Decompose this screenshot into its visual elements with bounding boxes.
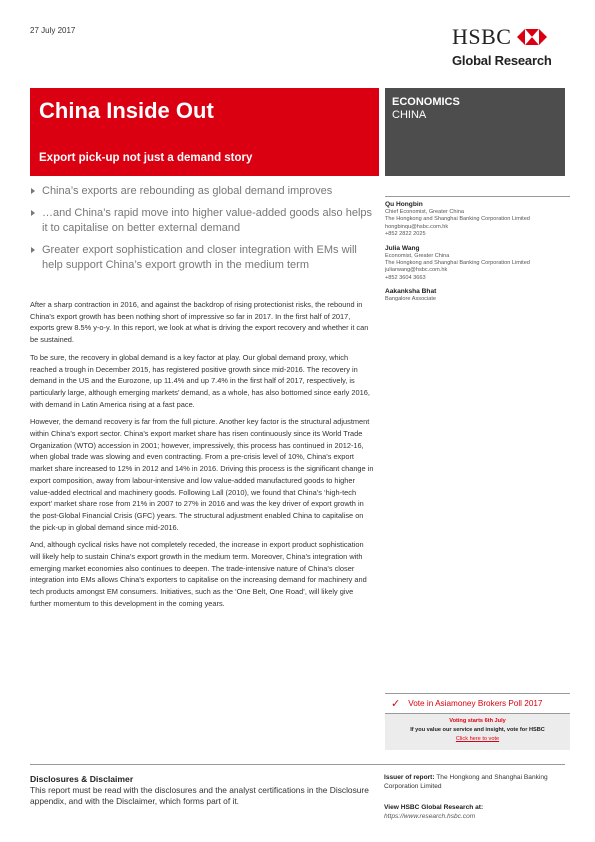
logo-subtitle: Global Research	[452, 53, 552, 68]
key-points	[30, 184, 375, 280]
disclosures-text: This report must be read with the disclosures and the analyst certifications in the Disclosure appendix, and with the Disclaimer, which forms part of it.	[30, 785, 369, 806]
title-banner	[30, 88, 379, 176]
analyst-card	[385, 244, 570, 283]
footer-divider	[30, 764, 565, 765]
report-title: China Inside Out	[39, 98, 214, 123]
view-research-title: View HSBC Global Research at:	[384, 804, 484, 811]
bullet-arrow-icon	[31, 188, 35, 194]
key-point: China’s exports are rebounding as global demand improves	[30, 184, 375, 199]
bullet-arrow-icon	[31, 210, 35, 216]
analyst-email[interactable]: hongbinqu@hsbc.com.hk	[385, 223, 449, 230]
hsbc-logo[interactable]	[452, 20, 572, 76]
sector-label: ECONOMICS	[392, 96, 460, 108]
hsbc-hexagon-icon	[517, 29, 547, 45]
logo-wordmark: HSBC	[452, 24, 512, 49]
analyst-role: Bangalore Associate	[385, 296, 436, 303]
poll-header	[385, 693, 570, 714]
analyst-card	[385, 287, 570, 303]
issuer-name: The Hongkong and Shanghai Banking Corporation Limited	[384, 774, 548, 790]
disclosures-title: Disclosures & Disclaimer	[30, 774, 134, 784]
body-text	[30, 299, 375, 616]
sector-box	[385, 88, 565, 176]
body-paragraph: And, although cyclical risks have not completely receded, the increase in export product sophistication will likely help to sustain China’s export growth in the medium term. Moreover, China’s integration with emerging market economies also continues to deepen. The trade-intensive nature of China’s closer integration into EMs allows China’s exporters to capitalise on the increasing demand for machinery and tech products amongst EM consumers. Initiatives, such as the ‘One Belt, One Road’, will likely give further momentum to this development in the coming years.	[30, 540, 367, 608]
body-paragraph: After a sharp contraction in 2016, and against the backdrop of rising protectionist risks, the rebound in China’s export growth has been nothing short of impressive so far in 2017. In the first half of 2017, exports grew 8.5% y-o-y. In this report, we look at what is driving the export recovery and whether it can be sustained.	[30, 300, 369, 345]
report-date: 27 July 2017	[30, 26, 76, 35]
analyst-name: Julia Wang	[385, 244, 420, 252]
body-paragraph: To be sure, the recovery in global demand is a key factor at play. Our global demand proxy, which reached a trough in December 2015, has registered positive growth since mid-2016. The recovery in demand in the US and the Eurozone, up 11.4% and up 7.4% in the first half of 2017, respectively, is particularly large, although emerging markets’ demand, as a whole, has also bottomed since early 2016, with demand in Latin America rising at a fast pace.	[30, 352, 370, 409]
research-url-link[interactable]: https://www.research.hsbc.com	[384, 813, 476, 820]
analyst-panel	[385, 196, 570, 309]
checkmark-icon: ✓	[391, 698, 401, 710]
poll-box	[385, 693, 570, 750]
divider	[385, 196, 570, 197]
key-point: …and China’s rapid move into higher value-added goods also helps it to capitalise on better external demand	[30, 206, 375, 236]
analyst-email[interactable]: juliarwang@hsbc.com.hk	[385, 267, 448, 274]
bullet-arrow-icon	[31, 247, 35, 253]
analyst-name: Qu Hongbin	[385, 201, 423, 208]
poll-body	[385, 714, 570, 750]
analyst-company: The Hongkong and Shanghai Banking Corporation Limited	[385, 260, 530, 267]
key-point: Greater export sophistication and closer integration with EMs will help support China’s export growth in the medium term	[30, 243, 375, 273]
analyst-role: Economist, Greater China	[385, 252, 450, 259]
poll-start-text: Voting starts 6th July	[449, 718, 506, 724]
analyst-name: Aakanksha Bhat	[385, 288, 437, 296]
analyst-card	[385, 200, 570, 239]
issuer-text	[384, 773, 569, 791]
issuer-section	[384, 773, 569, 822]
region-label: CHINA	[392, 109, 427, 121]
analyst-role: Chief Economist, Greater China	[385, 209, 464, 215]
issuer-label: Issuer of report:	[384, 774, 435, 781]
analyst-company: The Hongkong and Shanghai Banking Corporation Limited	[385, 216, 530, 223]
vote-link[interactable]: Click here to vote	[455, 736, 500, 742]
body-paragraph: However, the demand recovery is far from the full picture. Another key factor is the structural adjustment within China’s export sector. China’s export market share has risen continuously since its World Trade Organization (WTO) accession in 2001; however, impressively, this process has continued in 2012-16, when global trade was slowing and even contracting. From a pre-crisis level of 10%, China’s export market share increased to 12% in 2012 and 14% in 2016. Driving this process is the significant change in export composition, away from labour-intensive and low value-added manufactured goods to higher value-added electrical and machinery goods. Following Lall (2010), we found that China’s ‘high-tech export’ market share rose from 21% in 2007 to 27% in 2016 and was the key driver of export growth in the post-Global Financial Crisis (GFC) years. The structural adjustment enabled China to capitalise on the pick-up in global demand since mid-2016.	[30, 417, 374, 532]
poll-call-text: If you value our service and insight, vote for HSBC	[410, 727, 545, 733]
report-subtitle: Export pick-up not just a demand story	[39, 152, 253, 164]
disclosures-section	[30, 773, 375, 806]
analyst-phone: +852 3604 3663	[385, 274, 426, 281]
analyst-phone: +852 2822 2025	[385, 231, 426, 238]
poll-title: Vote in Asiamoney Brokers Poll 2017	[408, 699, 543, 708]
